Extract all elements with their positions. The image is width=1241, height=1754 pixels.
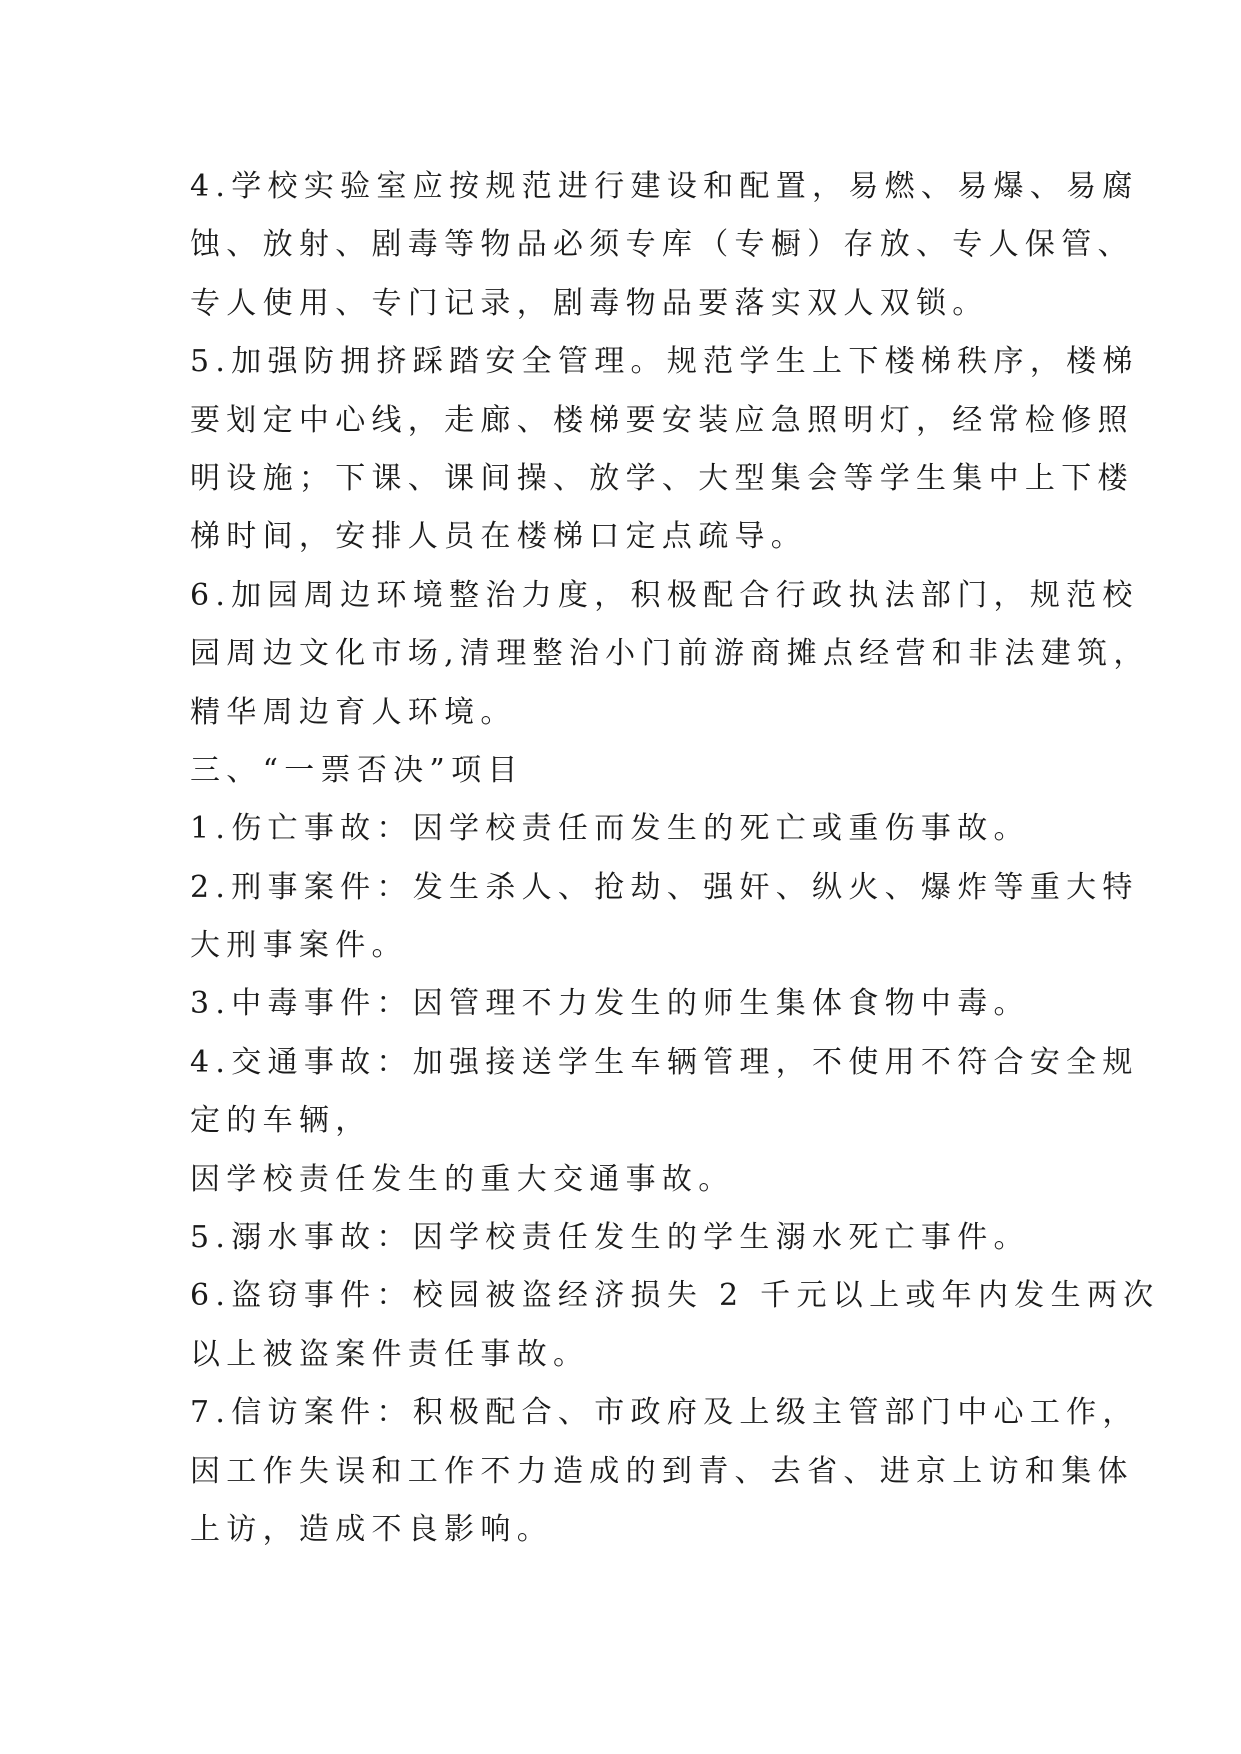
text-line: 4.学校实验室应按规范进行建设和配置，易燃、易爆、易腐: [190, 169, 1139, 204]
text-line: 2.刑事案件：发生杀人、抢劫、强奸、纵火、爆炸等重大特: [190, 869, 1139, 905]
text-line: 精华周边育人环境。: [190, 694, 517, 730]
text-line: 明设施；下课、课间操、放学、大型集会等学生集中上下楼: [190, 460, 1134, 496]
text-line: 因工作失误和工作不力造成的到青、去省、进京上访和集体: [190, 1453, 1134, 1489]
text-line: 上访，造成不良影响。: [190, 1511, 553, 1547]
text-line: 大刑事案件。: [190, 928, 408, 964]
text-line: 7.信访案件：积极配合、市政府及上级主管部门中心工作，: [190, 1395, 1139, 1431]
text-line: 5.溺水事故：因学校责任发生的学生溺水死亡事件。: [190, 1220, 1030, 1256]
text-line: 要划定中心线，走廊、楼梯要安装应急照明灯，经常检修照: [190, 402, 1134, 438]
text-line: 以上被盗案件责任事故。: [190, 1336, 590, 1372]
text-line: 园周边文化市场,清理整治小门前游商摊点经营和非法建筑，: [190, 636, 1150, 672]
text-line: 6.盗窃事件：校园被盗经济损失 2 千元以上或年内发生两次: [190, 1278, 1160, 1314]
text-line: 3.中毒事件：因管理不力发生的师生集体食物中毒。: [190, 986, 1030, 1022]
text-line: 6.加园周边环境整治力度，积极配合行政执法部门，规范校: [190, 577, 1139, 613]
text-line: 1.伤亡事故：因学校责任而发生的死亡或重伤事故。: [190, 811, 1030, 847]
text-line: 专人使用、专门记录，剧毒物品要落实双人双锁。: [190, 285, 989, 321]
text-line: 蚀、放射、剧毒等物品必须专库（专橱）存放、专人保管、: [190, 227, 1134, 263]
text-line: 5.加强防拥挤踩踏安全管理。规范学生上下楼梯秩序，楼梯: [190, 344, 1139, 380]
section-heading: 三、“一票否决”项目: [190, 752, 524, 788]
text-line: 4.交通事故：加强接送学生车辆管理，不使用不符合安全规: [190, 1044, 1139, 1080]
text-line: 梯时间，安排人员在楼梯口定点疏导。: [190, 519, 808, 555]
text-line: 定的车辆，: [190, 1103, 372, 1139]
text-line: 因学校责任发生的重大交通事故。: [190, 1161, 735, 1197]
document-body: [190, 158, 1160, 1559]
